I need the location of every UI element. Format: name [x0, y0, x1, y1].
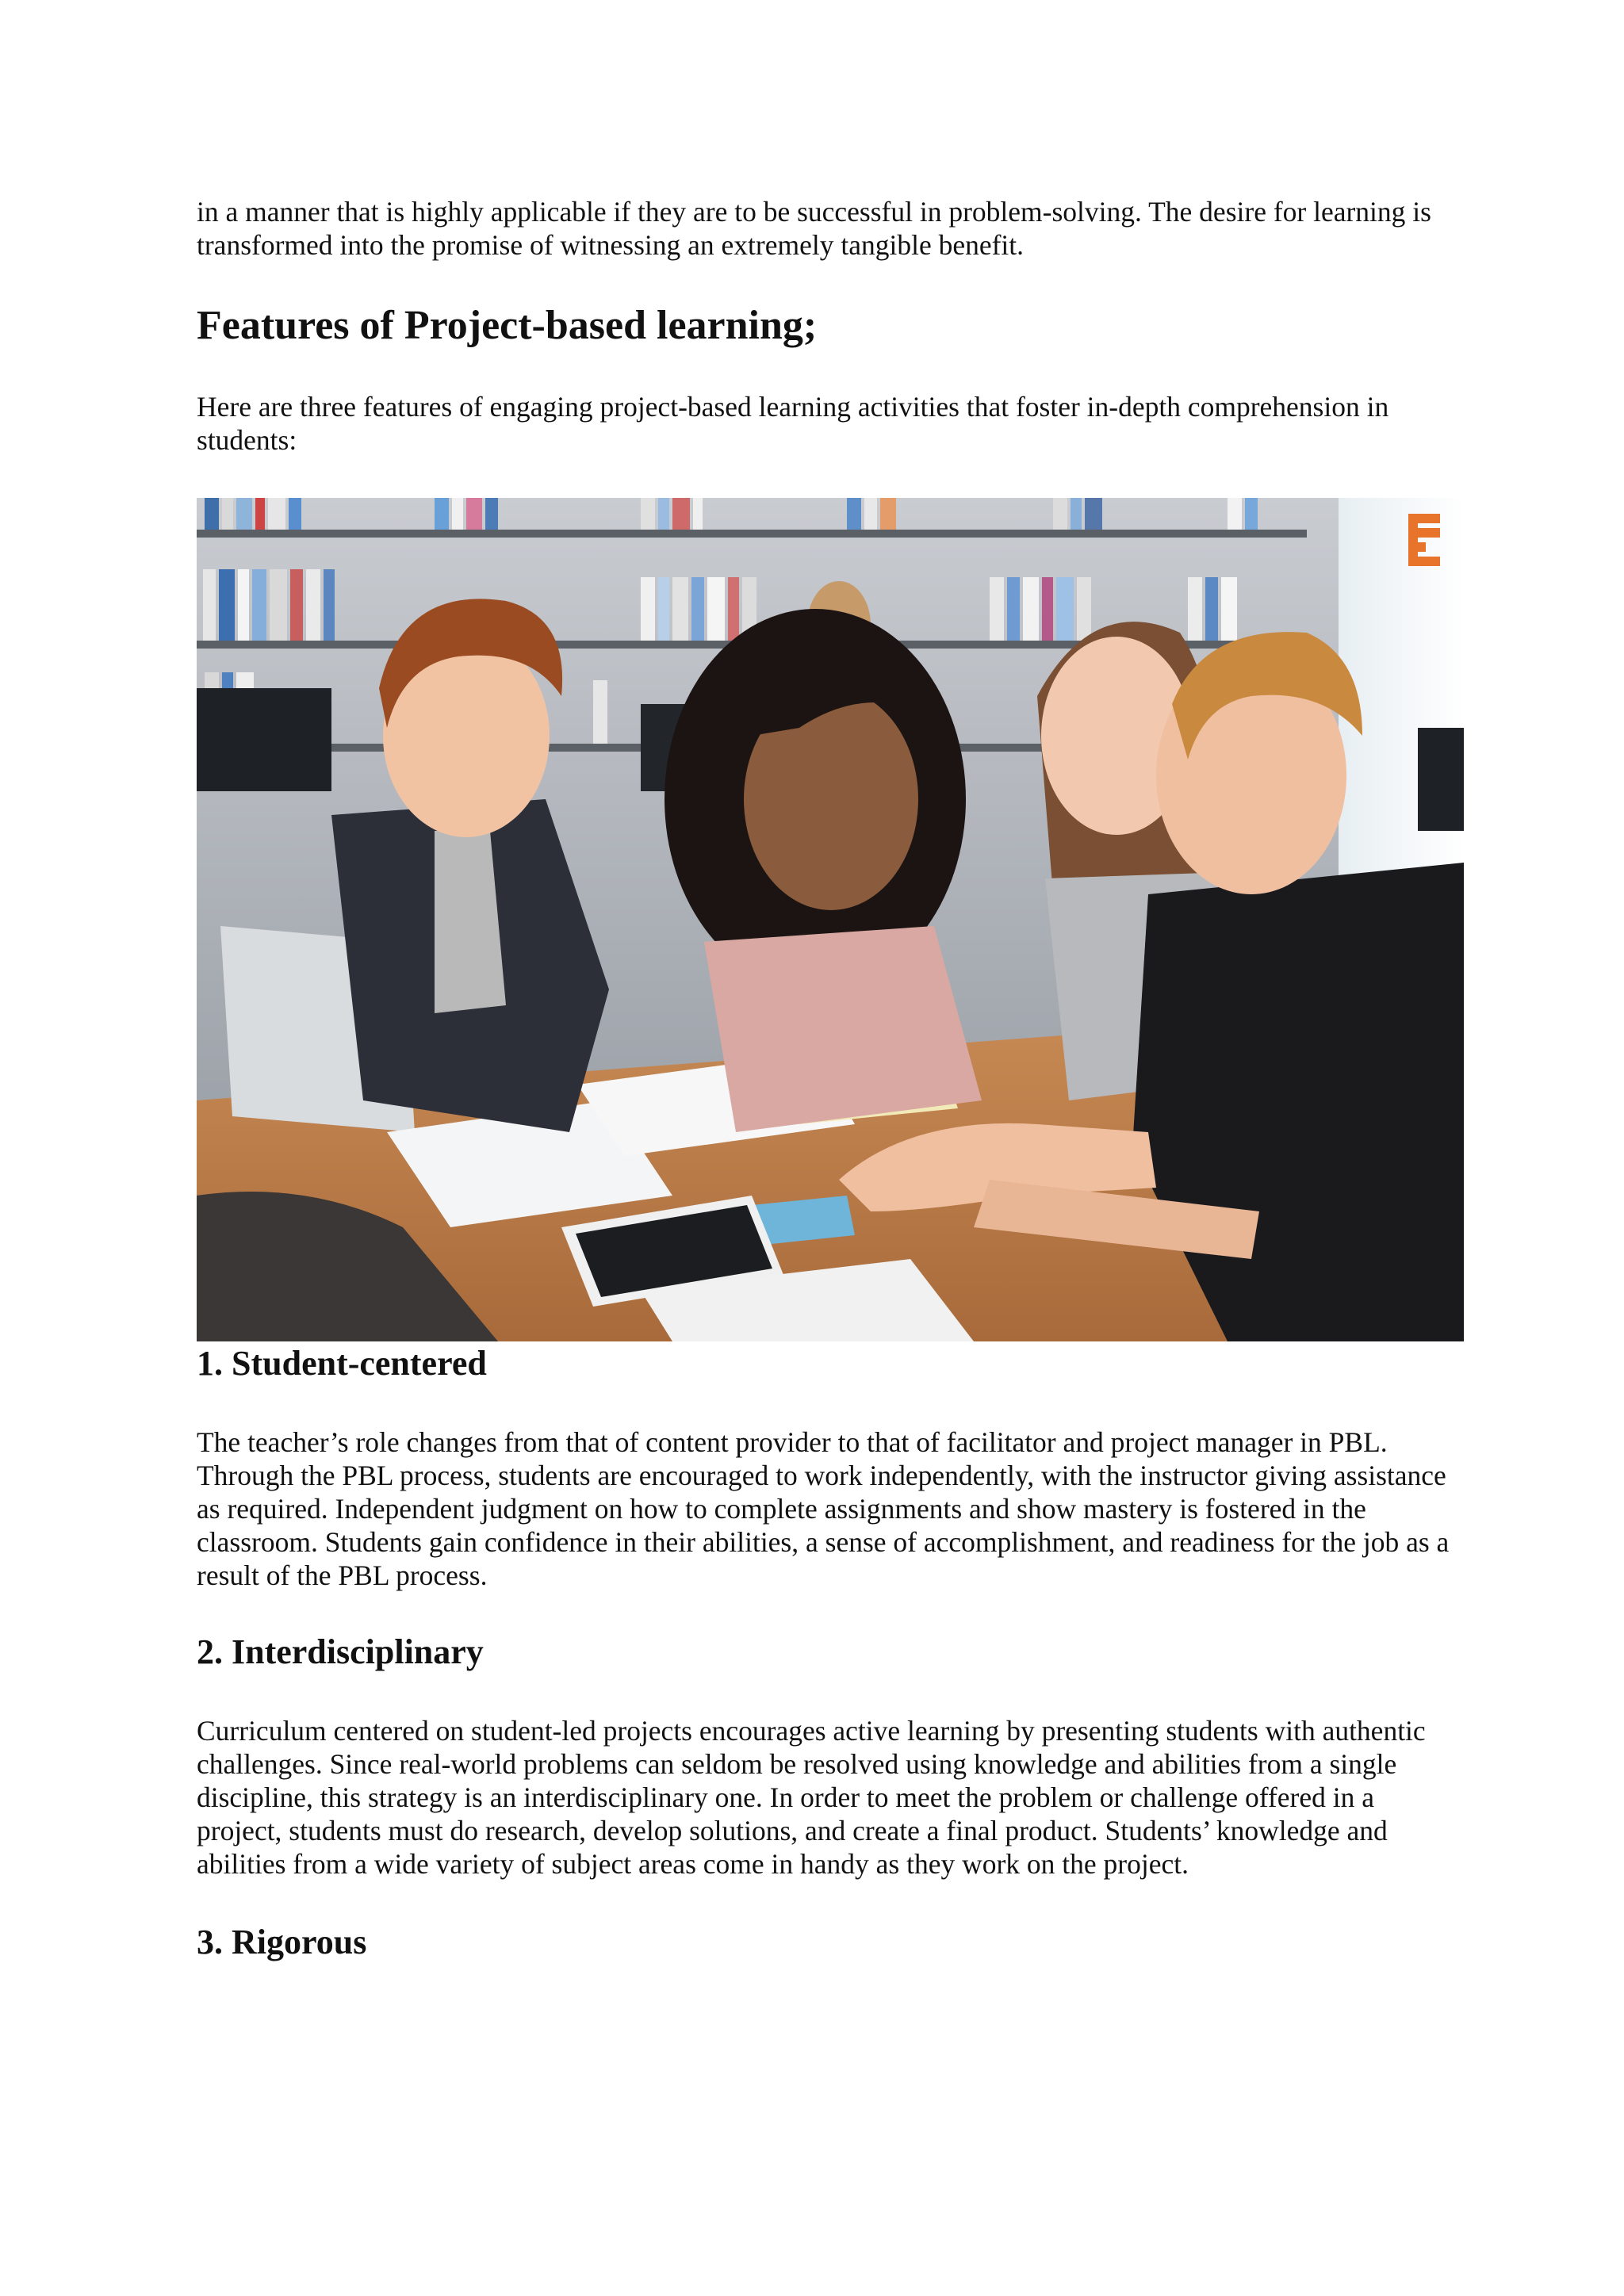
section-intro-paragraph: Here are three features of engaging project-based learning activities that foster in-depth comprehension in students: — [197, 391, 1389, 456]
feature-body-interdisciplinary: Curriculum centered on student-led projects encourages active learning by presenting students with authentic challenges. Since real-world problems can seldom be resolved using knowledge and abilities from a single discipline, this strategy is an interdisciplinary one. In order to meet the problem or challenge offered in a project, students must do research, develop solutions, and create a final product. Students’ knowledge and abilities from a wide variety of subject areas come in handy as they work on the project. — [197, 1715, 1426, 1880]
students-studying-photo — [197, 498, 1464, 1341]
section-title: Features of Project-based learning; — [197, 303, 818, 348]
intro-paragraph: in a manner that is highly applicable if they are to be successful in problem-solving. The desire for learning is transformed into the promise of witnessing an extremely tangible benefit. — [197, 196, 1431, 261]
feature-heading-rigorous: 3. Rigorous — [197, 1923, 367, 1961]
feature-body-student-centered: The teacher’s role changes from that of content provider to that of facilitator and project manager in PBL. Through the PBL process, students are encouraged to work independently, with the instructor giving assistance as required. Independent judgment on how to complete assignments and show mastery is fostered in the classroom. Students gain confidence in their abilities, a sense of accomplishment, and readiness for the job as a result of the PBL process. — [197, 1426, 1450, 1591]
feature-heading-interdisciplinary: 2. Interdisciplinary — [197, 1632, 484, 1671]
feature-heading-student-centered: 1. Student-centered — [197, 1344, 487, 1383]
